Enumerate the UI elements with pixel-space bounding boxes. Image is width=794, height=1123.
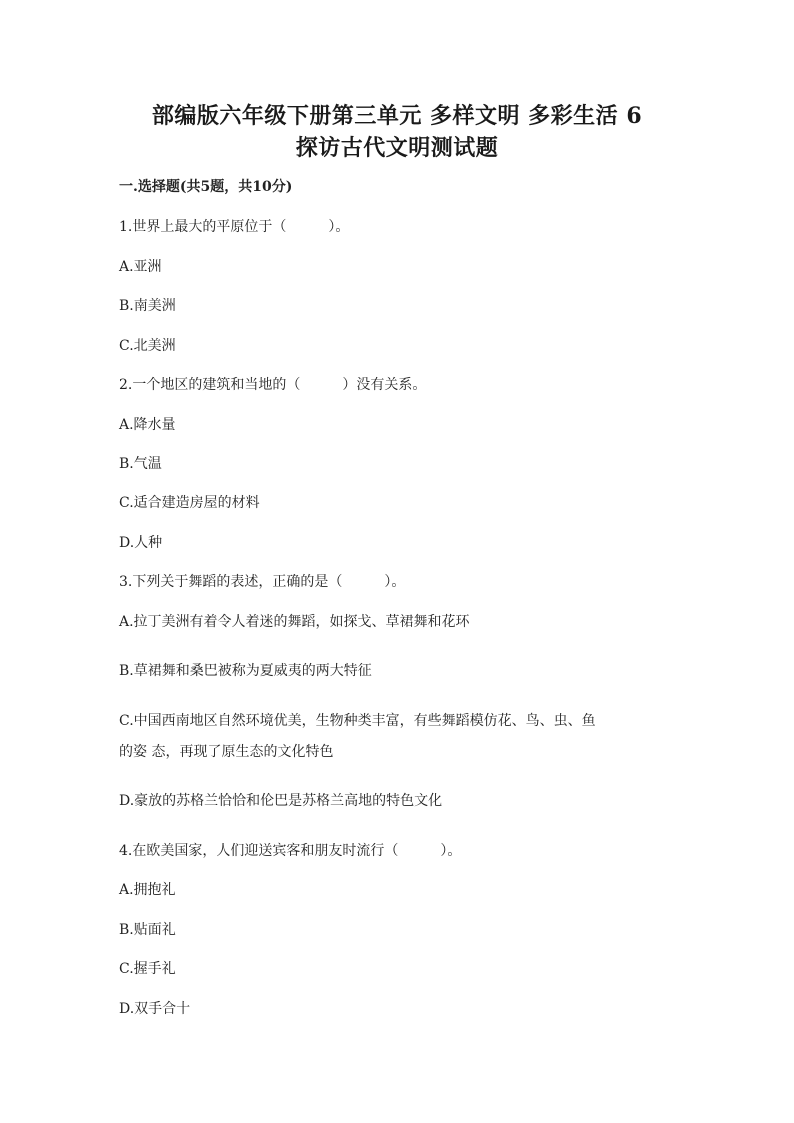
question-2-stem: 2.一个地区的建筑和当地的（ ）没有关系。	[119, 377, 427, 393]
question-3-option-c-continued: 的姿 态，再现了原生态的文化特色	[119, 744, 334, 760]
question-1-option-b: B.南美洲	[119, 298, 176, 314]
question-4-option-d: D.双手合十	[119, 1001, 191, 1017]
question-3-option-b: B.草裙舞和桑巴被称为夏威夷的两大特征	[119, 663, 372, 679]
question-2-option-a: A.降水量	[119, 417, 176, 433]
question-3-option-d: D.豪放的苏格兰恰恰和伦巴是苏格兰高地的特色文化	[119, 793, 443, 809]
question-3-stem: 3.下列关于舞蹈的表述，正确的是（ ）。	[119, 574, 406, 590]
question-1-stem: 1.世界上最大的平原位于（ ）。	[119, 219, 350, 235]
section-heading: 一.选择题(共5题，共10分)	[119, 179, 293, 195]
page-title-line-1: 部编版六年级下册第三单元 多样文明 多彩生活 6	[151, 103, 643, 129]
question-4-option-b: B.贴面礼	[119, 922, 176, 938]
question-1-option-c: C.北美洲	[119, 338, 176, 354]
question-1-option-a: A.亚洲	[119, 259, 162, 275]
question-4-option-a: A.拥抱礼	[119, 882, 176, 898]
question-4-option-c: C.握手礼	[119, 961, 176, 977]
question-2-option-c: C.适合建造房屋的材料	[119, 495, 260, 511]
question-4-stem: 4.在欧美国家，人们迎送宾客和朋友时流行（ ）。	[119, 843, 462, 859]
question-3-option-a: A.拉丁美洲有着令人着迷的舞蹈，如探戈、草裙舞和花环	[119, 614, 470, 630]
question-2-option-d: D.人种	[119, 535, 163, 551]
page-title-line-2: 探访古代文明测试题	[295, 135, 499, 161]
question-2-option-b: B.气温	[119, 456, 162, 472]
question-3-option-c: C.中国西南地区自然环境优美，生物种类丰富，有些舞蹈模仿花、鸟、虫、鱼	[119, 713, 596, 729]
